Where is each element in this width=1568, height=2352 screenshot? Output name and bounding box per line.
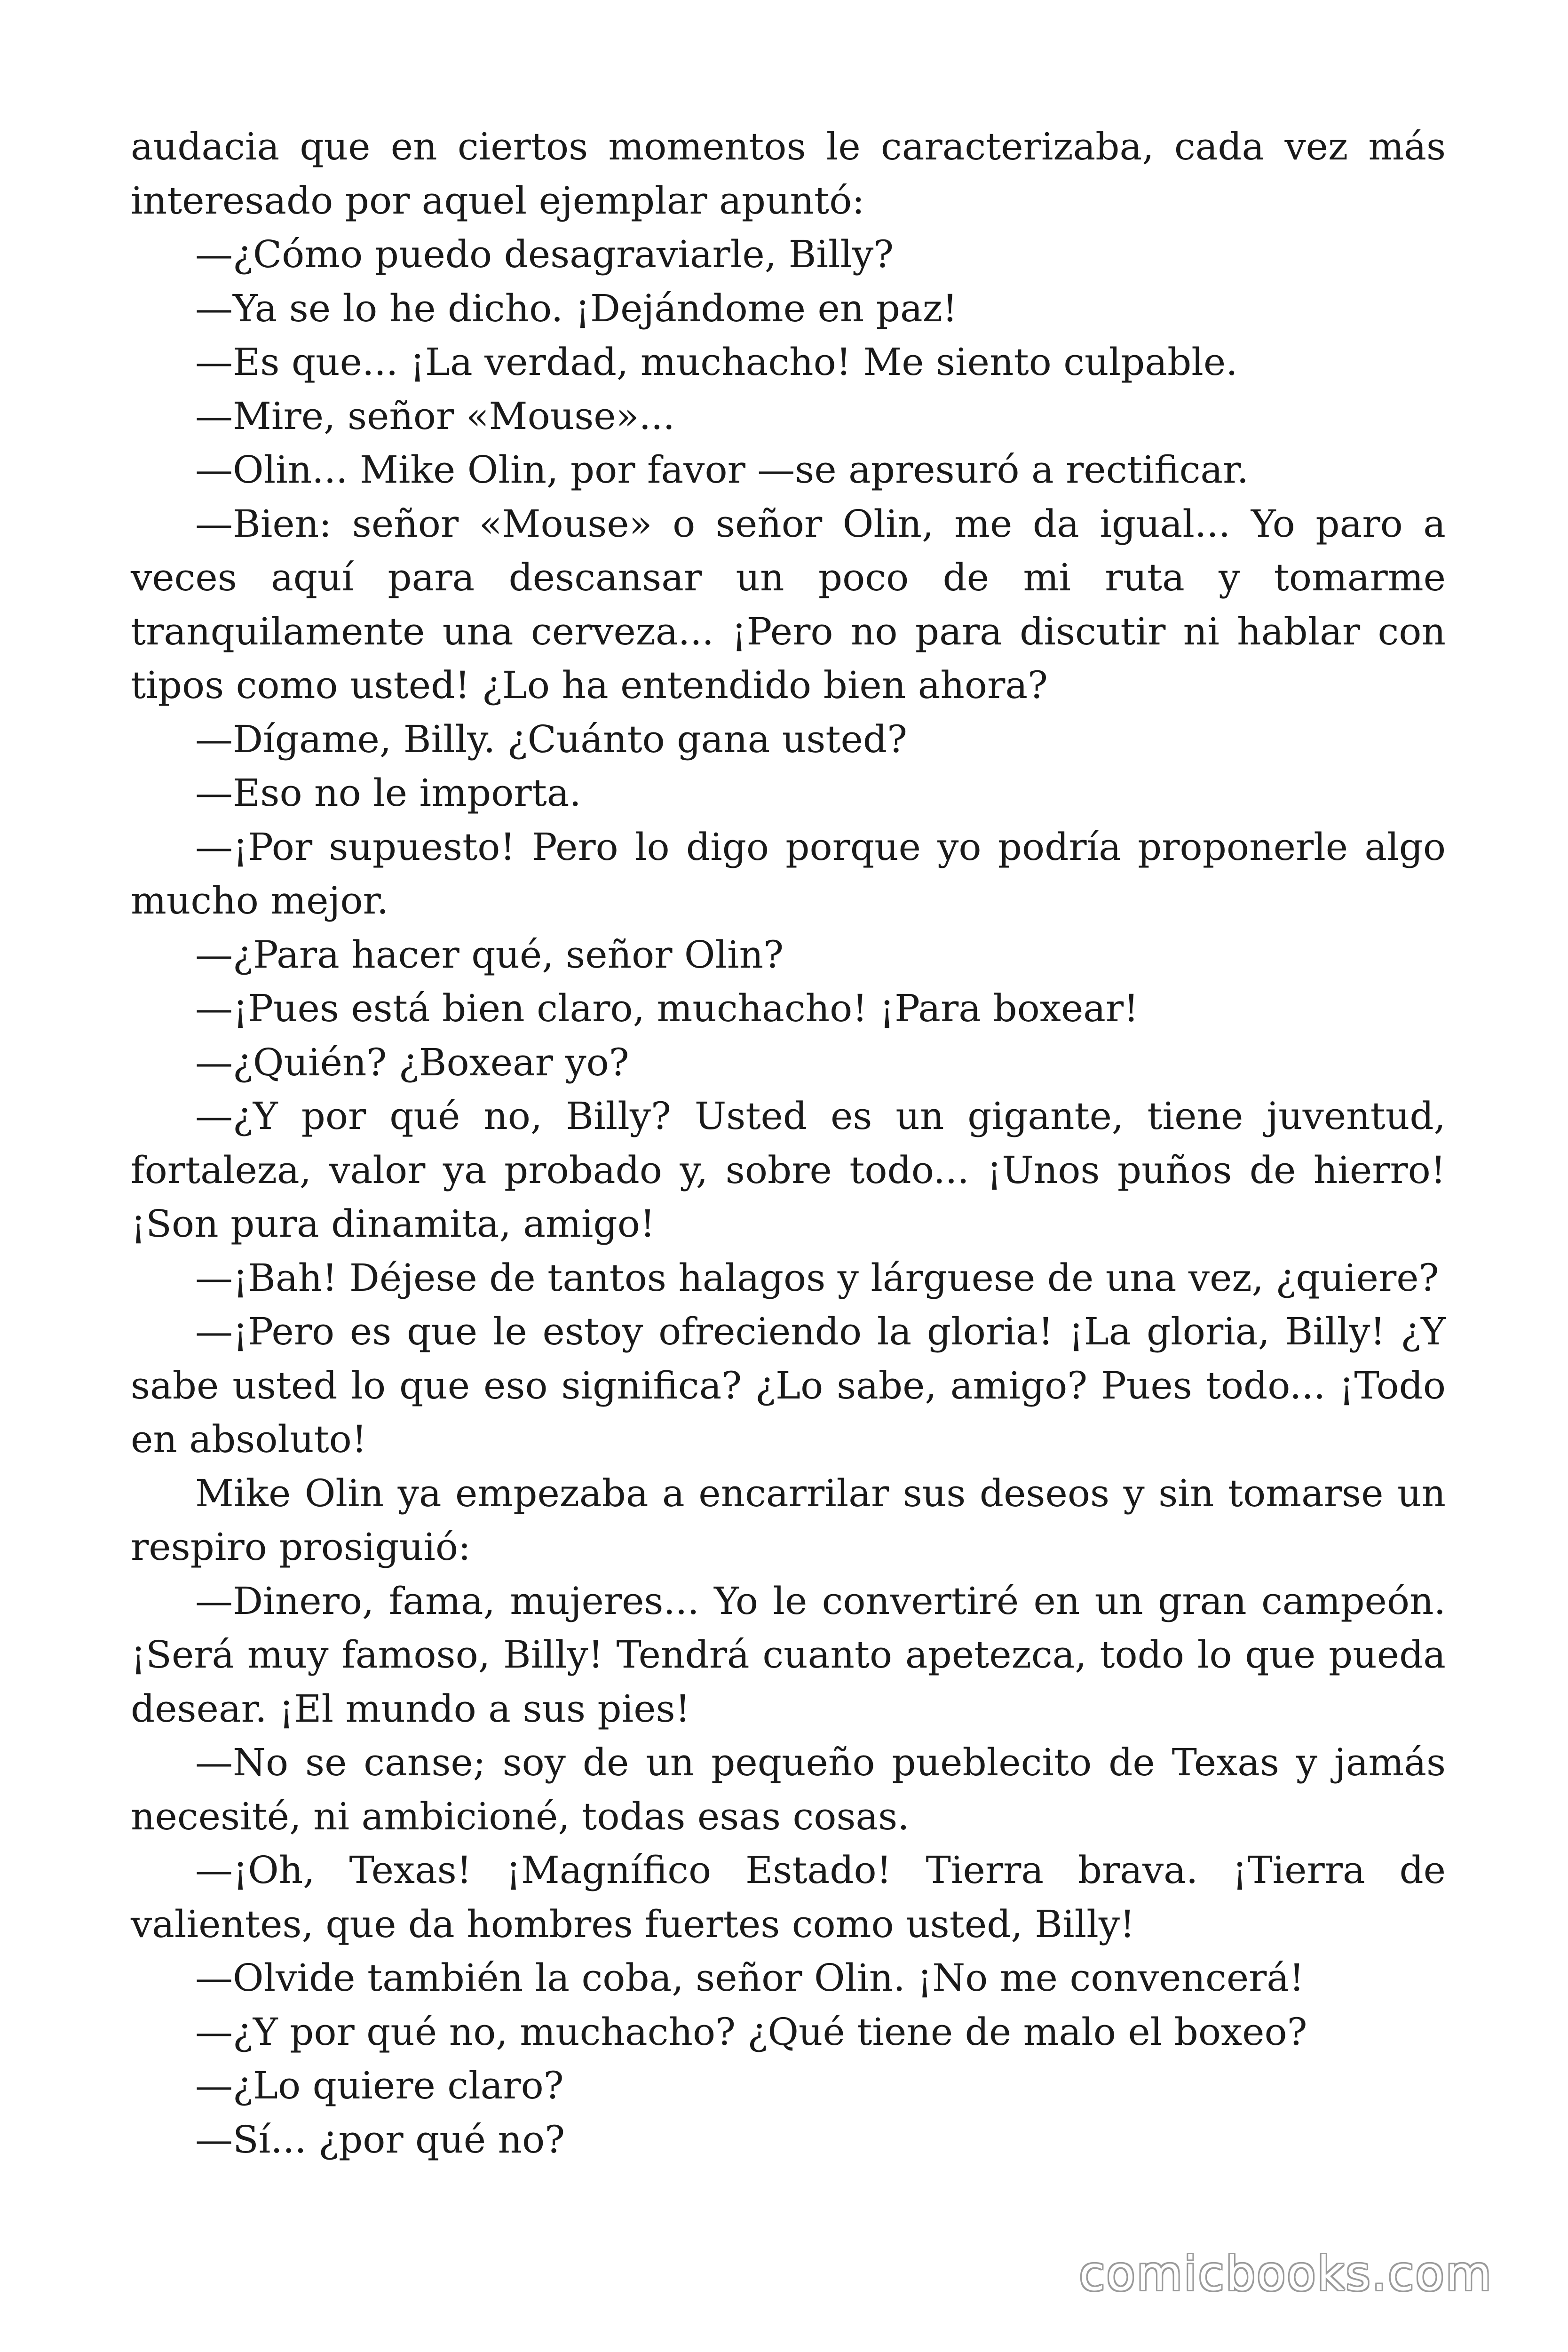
paragraph: —Bien: señor «Mouse» o señor Olin, me da igual... Yo paro a veces aquí para descansar un poco de mi ruta y tomarme tranquilamente una cerveza... ¡Pero no para discutir ni hablar con tipos como usted! ¿Lo ha entendido bien ahora?	[131, 501, 1446, 707]
paragraph: Mike Olin ya empezaba a encarrilar sus deseos y sin tomarse un respiro prosiguió:	[131, 1471, 1446, 1569]
page-body	[131, 120, 1446, 2167]
paragraph: —Ya se lo he dicho. ¡Dejándome en paz!	[195, 286, 958, 330]
paragraph: —¿Quién? ¿Boxear yo?	[195, 1040, 629, 1084]
paragraph: —¿Y por qué no, muchacho? ¿Qué tiene de malo el boxeo?	[195, 2010, 1307, 2054]
paragraph: —Eso no le importa.	[195, 771, 581, 815]
paragraph: —¡Pues está bien claro, muchacho! ¡Para boxear!	[195, 986, 1139, 1030]
paragraph: —Olvide también la coba, señor Olin. ¡No me convencerá!	[195, 1956, 1305, 2000]
paragraph: —Dígame, Billy. ¿Cuánto gana usted?	[195, 717, 907, 761]
paragraph: —¿Lo quiere claro?	[195, 2064, 564, 2107]
paragraph: —¿Para hacer qué, señor Olin?	[195, 932, 784, 977]
watermark: comicbooks.com	[1079, 2246, 1493, 2301]
paragraph: —No se canse; soy de un pequeño pueblecito de Texas y jamás necesité, ni ambicioné, todas esas cosas.	[131, 1740, 1446, 1838]
paragraph: —Sí... ¿por qué no?	[195, 2117, 565, 2161]
paragraph: audacia que en ciertos momentos le caracterizaba, cada vez más interesado por aquel ejemplar apuntó:	[131, 125, 1446, 222]
paragraph: —Mire, señor «Mouse»...	[195, 394, 675, 438]
paragraph: —Olin... Mike Olin, por favor —se apresuró a rectificar.	[195, 448, 1249, 492]
paragraph: —¿Y por qué no, Billy? Usted es un gigante, tiene juventud, fortaleza, valor ya probado y, sobre todo... ¡Unos puños de hierro! ¡Son pura dinamita, amigo!	[131, 1094, 1446, 1246]
paragraph: —¡Bah! Déjese de tantos halagos y lárguese de una vez, ¿quiere?	[195, 1255, 1439, 1300]
paragraph: —¡Oh, Texas! ¡Magnífico Estado! Tierra brava. ¡Tierra de valientes, que da hombres fuertes como usted, Billy!	[131, 1848, 1446, 1946]
paragraph: —Dinero, fama, mujeres... Yo le convertiré en un gran campeón. ¡Será muy famoso, Billy! Tendrá cuanto apetezca, todo lo que pueda desear. ¡El mundo a sus pies!	[131, 1579, 1446, 1731]
paragraph: —Es que... ¡La verdad, muchacho! Me siento culpable.	[195, 340, 1238, 384]
paragraph: —¡Por supuesto! Pero lo digo porque yo podría proponerle algo mucho mejor.	[131, 825, 1446, 922]
paragraph: —¡Pero es que le estoy ofreciendo la gloria! ¡La gloria, Billy! ¿Y sabe usted lo que eso significa? ¿Lo sabe, amigo? Pues todo... ¡Todo en absoluto!	[131, 1310, 1446, 1461]
paragraph: —¿Cómo puedo desagraviarle, Billy?	[195, 232, 894, 276]
